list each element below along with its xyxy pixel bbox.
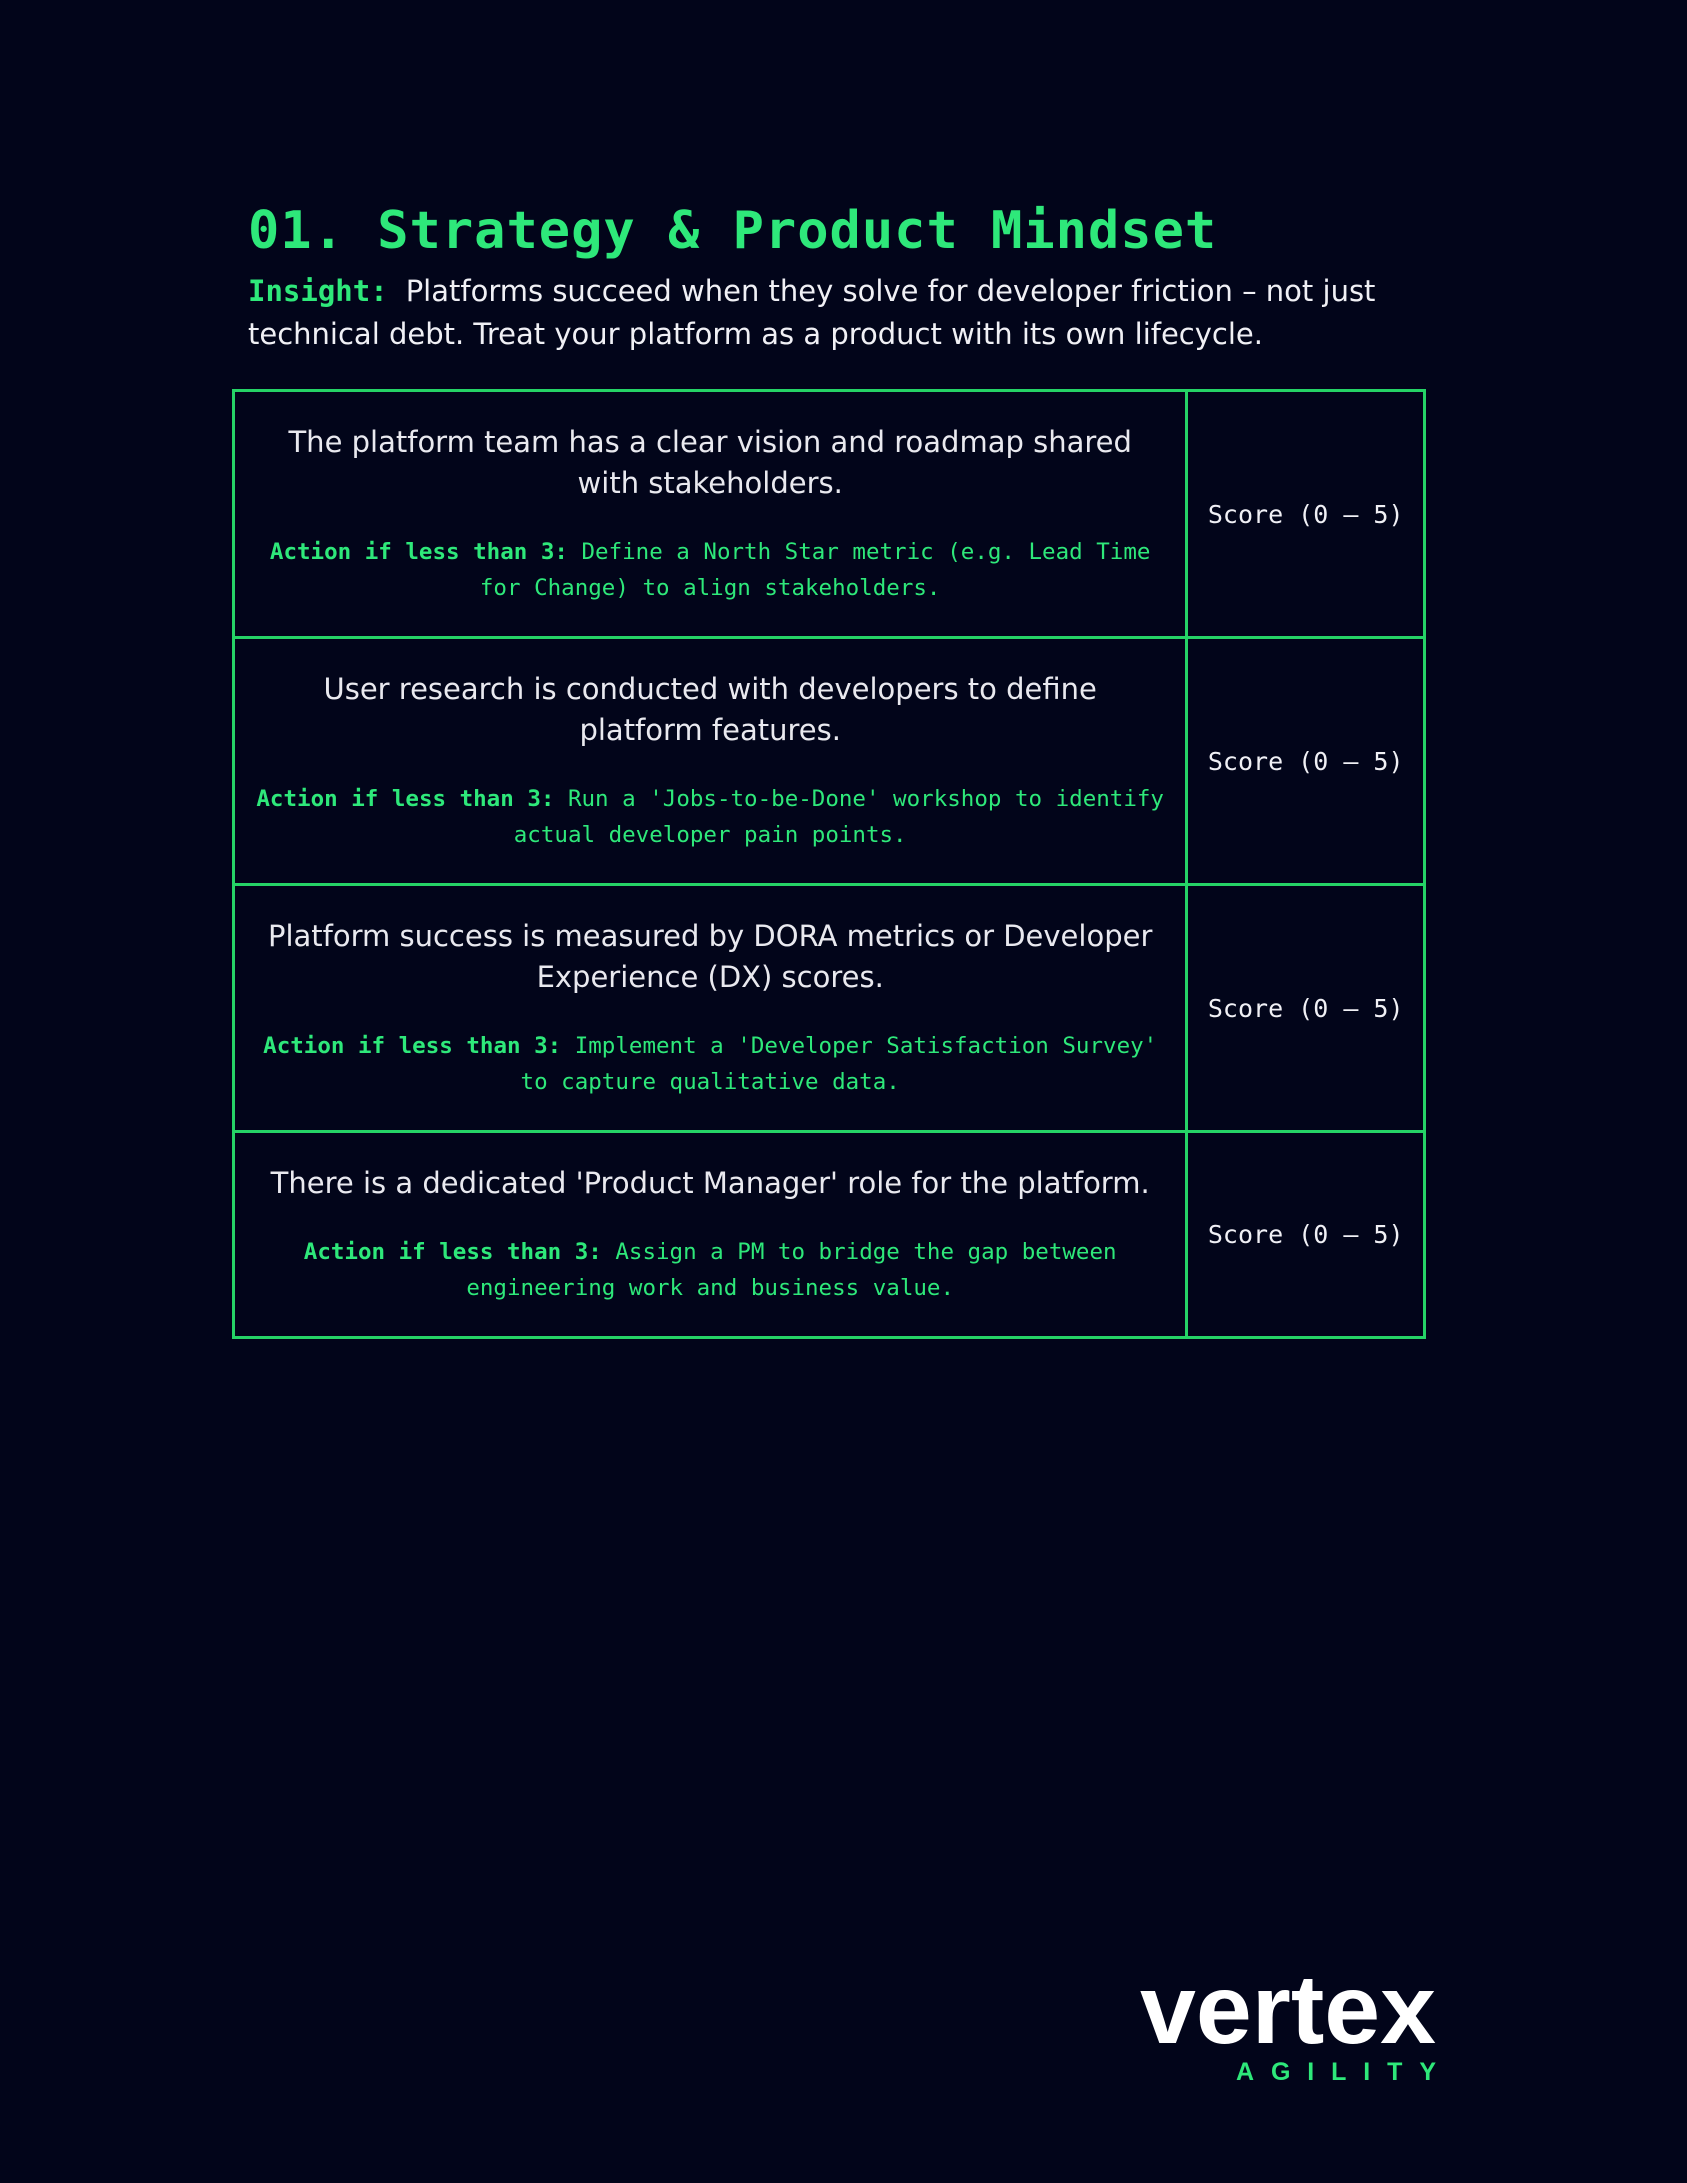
action-text xyxy=(245,534,1175,606)
score-cell[interactable] xyxy=(1187,391,1425,638)
score-label: Score (0 – 5) xyxy=(1207,746,1404,776)
checklist-row xyxy=(234,1132,1425,1338)
insight-paragraph xyxy=(248,270,1388,356)
assessment-table xyxy=(232,389,1426,1339)
score-label: Score (0 – 5) xyxy=(1207,993,1404,1023)
action-label: Action if less than 3: xyxy=(269,539,568,565)
score-cell[interactable] xyxy=(1187,638,1425,885)
score-cell[interactable] xyxy=(1187,885,1425,1132)
action-description: Implement a 'Developer Satisfaction Survey' to capture qualitative data. xyxy=(520,1033,1158,1095)
action-label: Action if less than 3: xyxy=(303,1239,602,1265)
checklist-row xyxy=(234,885,1425,1132)
question-cell xyxy=(234,638,1187,885)
question-text: There is a dedicated 'Product Manager' role for the platform. xyxy=(270,1166,1150,1200)
action-description: Define a North Star metric (e.g. Lead Time for Change) to align stakeholders. xyxy=(479,539,1151,601)
score-cell[interactable] xyxy=(1187,1132,1425,1338)
vertex-agility-logo xyxy=(1138,1955,1438,2085)
checklist-row xyxy=(234,391,1425,638)
action-text xyxy=(245,1234,1175,1306)
action-text xyxy=(245,781,1175,853)
logo-tagline: AGILITY xyxy=(1236,2058,1436,2085)
score-label: Score (0 – 5) xyxy=(1207,1220,1404,1249)
action-label: Action if less than 3: xyxy=(256,786,555,812)
insight-label: Insight: xyxy=(248,274,388,308)
question-cell xyxy=(234,885,1187,1132)
logo-wordmark: vertex xyxy=(1140,1955,1436,2064)
question-text: User research is conducted with developers to define platform features. xyxy=(323,672,1097,747)
action-description: Assign a PM to bridge the gap between engineering work and business value. xyxy=(466,1239,1117,1301)
section-title: 01. Strategy & Product Mindset xyxy=(248,201,1218,261)
insight-text: Platforms succeed when they solve for developer friction – not just technical debt. Treat your platform as a product with its own lifecycle. xyxy=(248,274,1376,351)
question-text: Platform success is measured by DORA metrics or Developer Experience (DX) scores. xyxy=(267,919,1153,994)
question-cell xyxy=(234,391,1187,638)
question-cell xyxy=(234,1132,1187,1338)
question-text: The platform team has a clear vision and roadmap shared with stakeholders. xyxy=(288,425,1132,500)
checklist-row xyxy=(234,638,1425,885)
score-label: Score (0 – 5) xyxy=(1207,499,1404,529)
action-text xyxy=(245,1028,1175,1100)
action-description: Run a 'Jobs-to-be-Done' workshop to identify actual developer pain points. xyxy=(513,786,1164,848)
action-label: Action if less than 3: xyxy=(263,1033,562,1059)
